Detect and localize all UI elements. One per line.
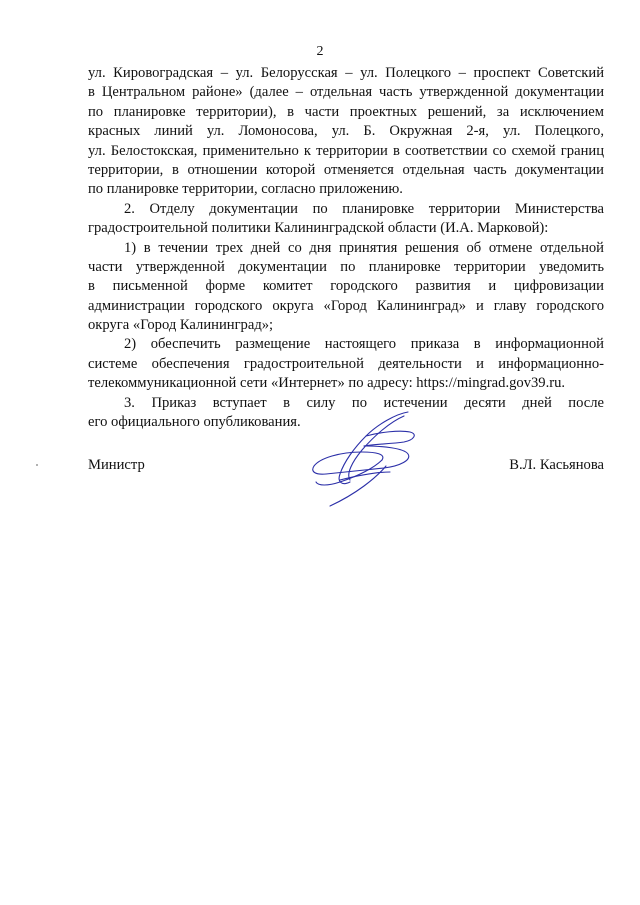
text-line: градостроительной политики Калининградской области (И.А. Марковой): <box>88 220 549 237</box>
text-line: системе обеспечения градостроительной деятельности и информационно- <box>88 355 604 372</box>
text-line: в письменной форме комитет городского развития и цифровизации <box>88 278 604 295</box>
text-line: телекоммуникационной сети «Интернет» по адресу: https://mingrad.gov39.ru. <box>88 375 566 392</box>
text-line: 3. Приказ вступает в силу по истечении десяти дней после <box>124 394 604 411</box>
document-body <box>88 64 604 432</box>
text-line: ул. Белостокская, применительно к территории в соответствии со схемой границ <box>88 142 604 159</box>
paragraph-item-2 <box>88 200 604 239</box>
text-line: 2. Отделу документации по планировке территории Министерства <box>124 200 604 217</box>
signatory-name: В.Л. Касьянова <box>509 457 604 473</box>
text-line: округа «Город Калининград»; <box>88 317 274 334</box>
text-line: ул. Кировоградская – ул. Белорусская – ул. Полецкого – проспект Советский <box>88 65 604 81</box>
text-line: по планировке территории), в части проектных решений, за исключением <box>88 103 604 120</box>
paragraph-subitem-1 <box>88 239 604 336</box>
text-line: 1) в течении трех дней со дня принятия решения об отмене отдельной <box>124 239 604 256</box>
text-line: 2) обеспечить размещение настоящего приказа в информационной <box>124 336 604 353</box>
text-line: администрации городского округа «Город Калининград» и главу городского <box>88 297 604 314</box>
text-line: красных линий ул. Ломоносова, ул. Б. Окружная 2-я, ул. Полецкого, <box>88 123 604 140</box>
text-line: по планировке территории, согласно приложению. <box>88 181 403 198</box>
paragraph-continuation <box>88 64 604 200</box>
text-line: его официального опубликования. <box>88 414 301 431</box>
scan-speck <box>36 464 38 466</box>
text-line: части утвержденной документации по планировке территории уведомить <box>88 258 604 275</box>
handwritten-signature <box>300 402 430 517</box>
text-line: территории, в отношении которой отменяется отдельная часть документации <box>88 161 604 178</box>
text-line: в Центральном районе» (далее – отдельная часть утвержденной документации <box>88 84 604 101</box>
paragraph-subitem-2 <box>88 335 604 393</box>
page-number: 2 <box>316 44 324 59</box>
signatory-title: Министр <box>88 457 145 473</box>
